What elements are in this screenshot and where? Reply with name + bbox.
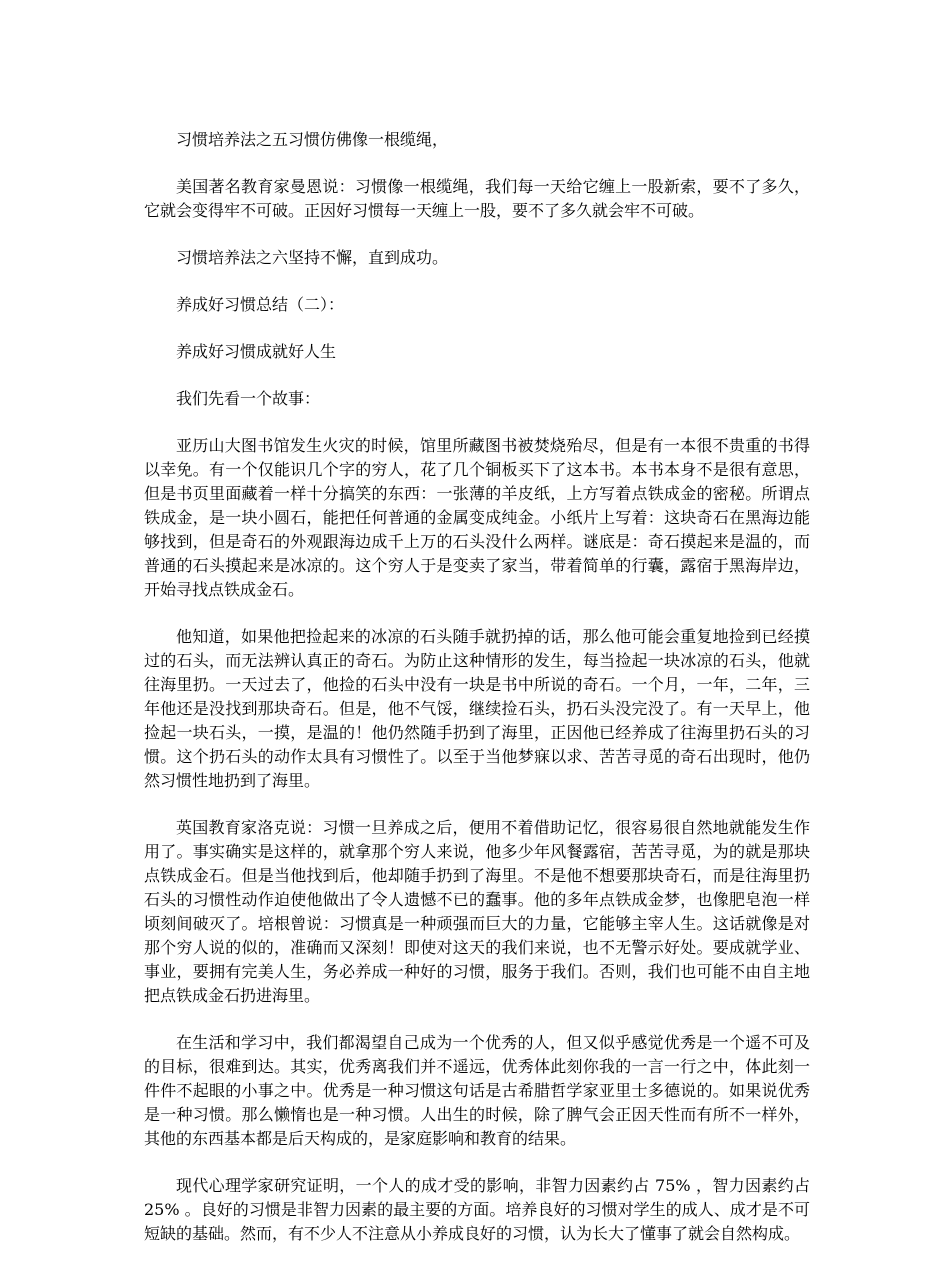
document-page	[144, 128, 810, 1269]
locke-quote-paragraph: 英国教育家洛克说：习惯一旦养成之后，便用不着借助记忆，很容易很自然地就能发生作用了。事实确实是这样的，就拿那个穷人来说，他多少年风餐露宿，苦苦寻觅，为的就是那块点铁成金石。但是当他找到后，他却随手扔到了海里。不是他不想要那块奇石，而是往海里扔石头的习惯性动作迫使他做出了令人遗憾不已的蠢事。他的多年点铁成金梦，也像肥皂泡一样顷刻间破灭了。培根曾说：习惯真是一种顽强而巨大的力量，它能够主宰人生。这话就像是对那个穷人说的似的，准确而又深刻！即使对这天的我们来说，也不无警示好处。要成就学业、事业，要拥有完美人生，务必养成一种好的习惯，服务于我们。否则，我们也可能不由自主地把点铁成金石扔进海里。	[144, 818, 810, 1005]
story-intro-paragraph: 我们先看一个故事：	[176, 389, 321, 408]
habit-method-six-heading: 习惯培养法之六坚持不懈，直到成功。	[176, 248, 449, 267]
summary-two-heading: 养成好习惯总结（二）：	[176, 295, 345, 314]
section-title: 养成好习惯成就好人生	[176, 342, 337, 361]
habit-method-five-heading: 习惯培养法之五习惯仿佛像一根缆绳，	[176, 130, 449, 149]
mann-quote-paragraph: 美国著名教育家曼恩说：习惯像一根缆绳，我们每一天给它缠上一股新索，要不了多久，它就会变得牢不可破。正因好习惯每一天缠上一股，要不了多久就会牢不可破。	[144, 177, 810, 220]
alexandria-story-paragraph: 亚历山大图书馆发生火灾的时候，馆里所藏图书被焚烧殆尽，但是有一本很不贵重的书得以幸免。有一个仅能识几个字的穷人，花了几个铜板买下了这本书。本书本身不是很有意思，但是书页里面藏着一样十分搞笑的东西：一张薄的羊皮纸，上方写着点铁成金的密秘。所谓点铁成金，是一块小圆石，能把任何普通的金属变成纯金。小纸片上写着：这块奇石在黑海边能够找到，但是奇石的外观跟海边成千上万的石头没什么两样。谜底是：奇石摸起来是温的，而普通的石头摸起来是冰凉的。这个穷人于是变卖了家当，带着简单的行囊，露宿于黑海岸边，开始寻找点铁成金石。	[144, 436, 810, 599]
stone-throwing-paragraph: 他知道，如果他把捡起来的冰凉的石头随手就扔掉的话，那么他可能会重复地捡到已经摸过的石头，而无法辨认真正的奇石。为防止这种情形的发生，每当捡起一块冰凉的石头，他就往海里扔。一天过去了，他捡的石头中没有一块是书中所说的奇石。一个月，一年，二年，三年他还是没找到那块奇石。但是，他不气馁，继续捡石头，扔石头没完没了。有一天早上，他捡起一块石头，一摸，是温的！他仍然随手扔到了海里，正因他已经养成了往海里扔石头的习惯。这个扔石头的动作太具有习惯性了。以至于当他梦寐以求、苦苦寻觅的奇石出现时，他仍然习惯性地扔到了海里。	[144, 627, 810, 790]
excellence-habit-paragraph: 在生活和学习中，我们都渴望自己成为一个优秀的人，但又似乎感觉优秀是一个遥不可及的目标，很难到达。其实，优秀离我们并不遥远，优秀体此刻你我的一言一行之中，体此刻一件件不起眼的小事之中。优秀是一种习惯这句话是古希腊哲学家亚里士多德说的。如果说优秀是一种习惯。那么懒惰也是一种习惯。人出生的时候，除了脾气会正因天性而有所不一样外，其他的东西基本都是后天构成的，是家庭影响和教育的结果。	[144, 1033, 810, 1148]
psychology-research-paragraph: 现代心理学家研究证明，一个人的成才受的影响，非智力因素约占 75% ，智力因素约占 25% 。良好的习惯是非智力因素的最主要的方面。培养良好的习惯对学生的成人、成才是不可短缺的基础。然而，有不少人不注意从小养成良好的习惯，认为长大了懂事了就会自然构成。	[144, 1176, 810, 1243]
